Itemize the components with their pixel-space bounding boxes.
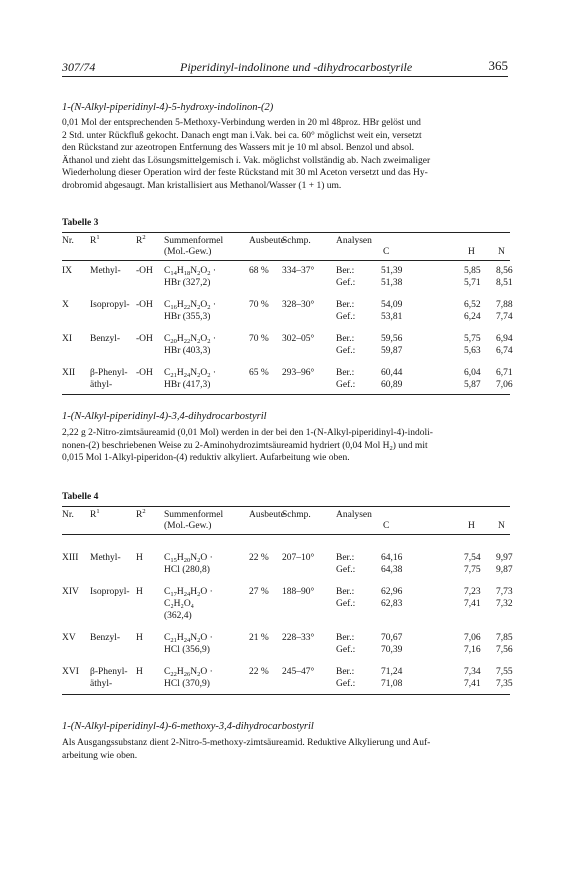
table-cell-nr: XIII — [62, 553, 79, 563]
journal-volume: 307/74 — [62, 60, 96, 74]
table-cell-mp: 245–47° — [282, 667, 315, 677]
table-cell-formula-salt: HBr (417,3) — [164, 380, 211, 390]
running-title: Piperidinyl-indolinone und -dihydrocarbostyrile — [180, 60, 413, 74]
table-rule-top — [62, 506, 510, 507]
table-cell-c-found: 71,08 — [381, 679, 403, 689]
procedure-paragraph-2 — [62, 427, 510, 465]
table-cell-nr: XIV — [62, 587, 79, 597]
table-cell-gef: Gef.: — [336, 565, 356, 575]
table-cell-formula: $C_{21}H_{24}N_2O_2$ · — [164, 368, 217, 379]
table-cell-r1: Benzyl- — [90, 633, 121, 643]
table-cell-formula-salt: C₂H₂O₄ — [164, 599, 194, 609]
col-header-h: H — [468, 247, 475, 257]
table-cell-h-found: 6,24 — [464, 312, 481, 322]
table-cell-nr: IX — [62, 266, 73, 276]
col-header-r2: $R^2$ — [136, 508, 146, 520]
table-cell-h-found: 7,75 — [464, 565, 481, 575]
table-cell-nr: XII — [62, 368, 76, 378]
table-cell-n-calc: 6,71 — [496, 368, 513, 378]
table-cell-ber: Ber.: — [336, 667, 355, 677]
table-cell-c-calc: 60,44 — [381, 368, 403, 378]
table-label: Tabelle 4 — [62, 492, 99, 502]
table-cell-nr: XVI — [62, 667, 79, 677]
section-title-dihydrocarbostyril: 1-(N-Alkyl-piperidinyl-4)-3,4-dihydrocarbostyril — [62, 411, 267, 422]
col-header-mp: Schmp. — [282, 236, 311, 246]
col-header-formula: Summenformel — [164, 236, 224, 246]
table-cell-nr: XV — [62, 633, 76, 643]
table-cell-r2: -OH — [136, 300, 153, 310]
table-cell-r1: Isopropyl- — [90, 300, 130, 310]
table-cell-h-calc: 7,06 — [464, 633, 481, 643]
col-header-c: C — [383, 247, 390, 257]
table-cell-nr: X — [62, 300, 69, 310]
table-cell-r1: Methyl- — [90, 266, 121, 276]
col-header-r1: $R^1$ — [90, 508, 100, 520]
table-cell-n-found: 7,32 — [496, 599, 513, 609]
paragraph-line: Als Ausgangssubstanz dient 2-Nitro-5-methoxy-zimtsäureamid. Reduktive Alkylierung und Auf- — [62, 738, 431, 748]
section-title-hydroxy-indolinon: 1-(N-Alkyl-piperidinyl-4)-5-hydroxy-indolinon-(2) — [62, 102, 274, 113]
paragraph-line: 0,015 Mol 1-Alkyl-piperidon-(4) reduktiv alkyliert. Aufarbeitung wie oben. — [62, 453, 350, 464]
table-cell-formula: $C_{22}H_{26}N_2O$ · — [164, 667, 213, 678]
table-cell-h-found: 7,16 — [464, 645, 481, 655]
table-cell-r2: -OH — [136, 266, 153, 276]
paragraph-line: drobromid abgesaugt. Man kristallisiert aus Methanol/Wasser (1 + 1) um. — [62, 180, 342, 191]
table-rule-header — [62, 534, 510, 535]
procedure-paragraph-1 — [62, 117, 510, 193]
table-cell-nr: XI — [62, 334, 73, 344]
table-cell-c-found: 51,38 — [381, 278, 403, 288]
col-header-c: C — [383, 521, 390, 531]
table-cell-h-calc: 5,85 — [464, 266, 481, 276]
table-cell-formula-salt: HCl (370,9) — [164, 679, 210, 689]
table-cell-h-calc: 5,75 — [464, 334, 481, 344]
table-cell-yield: 68 % — [249, 266, 269, 276]
table-cell-n-calc: 7,88 — [496, 300, 513, 310]
table-cell-gef: Gef.: — [336, 380, 356, 390]
table-cell-n-found: 7,74 — [496, 312, 513, 322]
paragraph-line: Äthanol und zieht das Lösungsmittelgemisch i. Vak. möglichst vollständig ab. Nach zweimaliger — [62, 155, 431, 166]
table-cell-c-found: 70,39 — [381, 645, 403, 655]
table-cell-ber: Ber.: — [336, 553, 355, 563]
table-cell-r1: Benzyl- — [90, 334, 121, 344]
table-cell-yield: 65 % — [249, 368, 269, 378]
table-cell-gef: Gef.: — [336, 346, 356, 356]
table-cell-formula: $C_{15}H_{20}N_2O$ · — [164, 553, 213, 564]
table-cell-mp: 228–33° — [282, 633, 315, 643]
table-cell-ber: Ber.: — [336, 334, 355, 344]
table-cell-ber: Ber.: — [336, 300, 355, 310]
table-cell-formula: $C_{21}H_{24}N_2O$ · — [164, 633, 213, 644]
table-rule-header — [62, 260, 510, 261]
running-header — [62, 60, 508, 77]
col-header-analysis: Analysen — [336, 236, 372, 246]
page-number: 365 — [488, 58, 508, 73]
paragraph-line: 2,22 g 2-Nitro-zimtsäureamid (0,01 Mol) werden in der bei den 1-(N-Alkyl-piperidinyl-4)-indoli- — [62, 428, 433, 438]
table-cell-r1: Isopropyl- — [90, 587, 130, 597]
table-cell-c-calc: 71,24 — [381, 667, 403, 677]
table-cell-r1: β-Phenyl- — [90, 368, 128, 378]
table-cell-c-calc: 54,09 — [381, 300, 403, 310]
col-header-yield: Ausbeute — [249, 236, 285, 246]
table-rule-bottom — [62, 694, 510, 695]
paragraph-line: nonen-(2) beschriebenen Weise zu 2-Aminohydrozimtsäureamid hydriert (0,04 Mol $H_2$) und mit — [62, 440, 428, 452]
table-cell-ber: Ber.: — [336, 587, 355, 597]
table-cell-n-found: 7,56 — [496, 645, 513, 655]
col-header-formula: Summenformel — [164, 510, 224, 520]
table-cell-c-calc: 62,96 — [381, 587, 403, 597]
table-cell-h-found: 5,71 — [464, 278, 481, 288]
table-cell-r1-cont: äthyl- — [90, 679, 113, 689]
table-cell-gef: Gef.: — [336, 312, 356, 322]
table-cell-ber: Ber.: — [336, 633, 355, 643]
table-cell-r1-cont: äthyl- — [90, 380, 113, 390]
table-cell-n-found: 7,35 — [496, 679, 513, 689]
col-header-analysis: Analysen — [336, 510, 372, 520]
table-cell-yield: 21 % — [249, 633, 269, 643]
table-cell-yield: 27 % — [249, 587, 269, 597]
table-cell-yield: 22 % — [249, 553, 269, 563]
table-cell-h-found: 7,41 — [464, 679, 481, 689]
table-cell-n-found: 7,06 — [496, 380, 513, 390]
table-cell-yield: 70 % — [249, 334, 269, 344]
table-cell-formula-mw: (362,4) — [164, 611, 192, 621]
table-cell-c-found: 64,38 — [381, 565, 403, 575]
table-cell-c-found: 62,83 — [381, 599, 403, 609]
table-cell-c-calc: 64,16 — [381, 553, 403, 563]
table-cell-formula-salt: HCl (280,8) — [164, 565, 210, 575]
table-cell-gef: Gef.: — [336, 278, 356, 288]
table-cell-n-calc: 8,56 — [496, 266, 513, 276]
procedure-paragraph-3 — [62, 737, 510, 762]
table-cell-h-calc: 7,34 — [464, 667, 481, 677]
paragraph-line: Wiederholung dieser Operation wird der feste Rückstand mit 30 ml Aceton versetzt und das Hy- — [62, 168, 428, 179]
table-cell-c-found: 53,81 — [381, 312, 403, 322]
col-header-n: N — [498, 521, 505, 531]
table-cell-formula: $C_{14}H_{18}N_2O_2$ · — [164, 266, 217, 277]
col-header-n: N — [498, 247, 505, 257]
table-rule-top — [62, 232, 510, 233]
table-cell-formula: $C_{17}H_{24}H_2O$ · — [164, 587, 213, 598]
table-cell-r1: β-Phenyl- — [90, 667, 128, 677]
paragraph-line: 0,01 Mol der entsprechenden 5-Methoxy-Verbindung werden in 20 ml 48proz. HBr gelöst und — [62, 118, 421, 128]
table-cell-gef: Gef.: — [336, 599, 356, 609]
table-cell-n-calc: 7,55 — [496, 667, 513, 677]
table-cell-gef: Gef.: — [336, 645, 356, 655]
table-cell-h-calc: 6,52 — [464, 300, 481, 310]
table-cell-gef: Gef.: — [336, 679, 356, 689]
table-cell-mp: 302–05° — [282, 334, 315, 344]
table-cell-c-calc: 59,56 — [381, 334, 403, 344]
table-cell-c-found: 59,87 — [381, 346, 403, 356]
table-cell-yield: 70 % — [249, 300, 269, 310]
table-cell-r2: -OH — [136, 334, 153, 344]
table-cell-c-found: 60,89 — [381, 380, 403, 390]
table-cell-r2: H — [136, 667, 143, 677]
col-header-r2: $R^2$ — [136, 234, 146, 246]
col-header-yield: Ausbeute — [249, 510, 285, 520]
table-cell-formula-salt: HBr (327,2) — [164, 278, 211, 288]
table-cell-mp: 334–37° — [282, 266, 315, 276]
col-header-nr: Nr. — [62, 510, 74, 520]
table-cell-n-found: 8,51 — [496, 278, 513, 288]
table-cell-c-calc: 51,39 — [381, 266, 403, 276]
table-cell-n-calc: 7,85 — [496, 633, 513, 643]
table-cell-n-calc: 6,94 — [496, 334, 513, 344]
paragraph-line: arbeitung wie oben. — [62, 750, 138, 761]
table-cell-ber: Ber.: — [336, 368, 355, 378]
col-header-h: H — [468, 521, 475, 531]
table-cell-r2: H — [136, 553, 143, 563]
paragraph-line: den Rückstand zur azeotropen Entfernung des Wassers mit je 10 ml absol. Benzol und absol. — [62, 143, 415, 154]
table-cell-formula: $C_{20}H_{22}N_2O_2$ · — [164, 334, 217, 345]
table-cell-r2: H — [136, 633, 143, 643]
table-cell-c-calc: 70,67 — [381, 633, 403, 643]
table-cell-formula-salt: HCl (356,9) — [164, 645, 210, 655]
table-cell-r2: -OH — [136, 368, 153, 378]
table-cell-r2: H — [136, 587, 143, 597]
table-cell-mp: 207–10° — [282, 553, 315, 563]
table-cell-n-found: 9,87 — [496, 565, 513, 575]
col-header-r1: $R^1$ — [90, 234, 100, 246]
table-rule-bottom — [62, 394, 510, 395]
table-cell-formula-salt: HBr (403,3) — [164, 346, 211, 356]
table-cell-h-calc: 7,54 — [464, 553, 481, 563]
col-header-molweight: (Mol.-Gew.) — [164, 247, 212, 257]
table-cell-n-calc: 7,73 — [496, 587, 513, 597]
table-cell-mp: 293–96° — [282, 368, 315, 378]
table-cell-h-calc: 7,23 — [464, 587, 481, 597]
paragraph-line: 2 Std. unter Rückfluß gekocht. Danach engt man i.Vak. bei ca. 60° möglichst weit ein, versetzt — [62, 130, 422, 141]
col-header-mp: Schmp. — [282, 510, 311, 520]
table-cell-formula: $C_{16}H_{22}N_2O_2$ · — [164, 300, 217, 311]
table-cell-n-found: 6,74 — [496, 346, 513, 356]
table-label: Tabelle 3 — [62, 218, 99, 228]
table-cell-mp: 188–90° — [282, 587, 315, 597]
table-cell-h-found: 7,41 — [464, 599, 481, 609]
col-header-molweight: (Mol.-Gew.) — [164, 521, 212, 531]
table-cell-h-found: 5,63 — [464, 346, 481, 356]
table-cell-r1: Methyl- — [90, 553, 121, 563]
table-cell-h-calc: 6,04 — [464, 368, 481, 378]
table-cell-yield: 22 % — [249, 667, 269, 677]
table-cell-h-found: 5,87 — [464, 380, 481, 390]
table-cell-mp: 328–30° — [282, 300, 315, 310]
col-header-nr: Nr. — [62, 236, 74, 246]
section-title-methoxy-dihydrocarbostyril: 1-(N-Alkyl-piperidinyl-4)-6-methoxy-3,4-dihydrocarbostyril — [62, 721, 314, 732]
table-cell-n-calc: 9,97 — [496, 553, 513, 563]
table-cell-ber: Ber.: — [336, 266, 355, 276]
table-cell-formula-salt: HBr (355,3) — [164, 312, 211, 322]
